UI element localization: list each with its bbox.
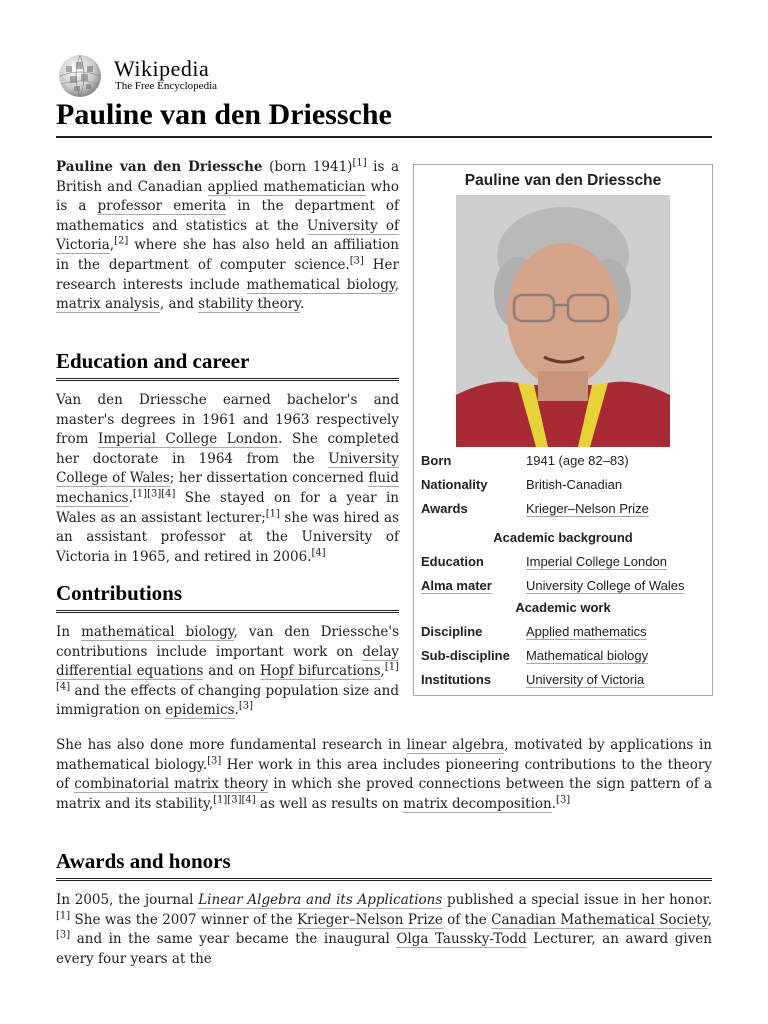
- text: and in the same year became the inaugural: [70, 931, 397, 948]
- subject-name: Pauline van den Driessche: [56, 159, 263, 175]
- ref-link[interactable]: [1]: [56, 910, 71, 922]
- reference[interactable]: [352, 158, 366, 169]
- text: ,: [394, 276, 399, 293]
- ref-link[interactable]: [1][4]: [56, 661, 399, 693]
- infobox-row-education: [421, 554, 709, 574]
- text: as well as results on: [255, 795, 404, 812]
- text: Lecturer, an award given every four years at the: [56, 931, 712, 967]
- infobox-section-academic-work: Academic work: [515, 600, 611, 615]
- reference[interactable]: [114, 236, 128, 247]
- text: Van den Driessche earned bachelor's and master's degrees in 1961 and 1963 respectively from: [56, 392, 399, 448]
- link-mathematical-biology[interactable]: mathematical biology: [81, 624, 234, 640]
- heading-awards-and-honors: Awards and honors: [56, 848, 712, 881]
- text: she was hired as an assistant professor at the University of Victoria in 1965, and retired in 2006.: [56, 509, 399, 565]
- link-krieger-nelson-prize[interactable]: Krieger–Nelson Prize: [296, 911, 443, 928]
- text: ,: [109, 237, 115, 254]
- infobox-row-born: [421, 453, 709, 473]
- infobox-value: 1941 (age 82–83): [526, 453, 629, 468]
- text: in the department of mathematics and statistics at the: [56, 198, 399, 234]
- infobox-row-nationality: [421, 477, 709, 497]
- contributions-paragraph-2: [56, 736, 712, 814]
- infobox-link-university-college-of-wales[interactable]: University College of Wales: [526, 578, 685, 593]
- text: and the effects of changing population size and immigration on: [56, 682, 399, 719]
- infobox-row-institutions: [421, 672, 709, 692]
- link-olga-taussky-todd[interactable]: Olga Taussky-Todd: [396, 931, 527, 948]
- link-mathematical-biology[interactable]: mathematical biology: [246, 276, 395, 293]
- ref-link[interactable]: [3]: [238, 700, 254, 712]
- ref-link[interactable]: [1][3][4]: [132, 488, 176, 500]
- reference[interactable]: [350, 255, 364, 266]
- reference[interactable]: [556, 794, 570, 805]
- infobox-label: Institutions: [421, 672, 492, 687]
- infobox-label: Discipline: [421, 624, 483, 639]
- infobox-link-university-of-victoria[interactable]: University of Victoria: [526, 672, 645, 687]
- text: where she has also held an affiliation in the department of computer science.: [56, 237, 399, 273]
- text: ,: [707, 911, 712, 928]
- text: Her work in this area includes pioneering contributions to the theory of: [56, 756, 712, 793]
- awards-paragraph: [56, 891, 712, 969]
- infobox-section-academic-background: Academic background: [493, 530, 633, 545]
- link-university-college-of-wales[interactable]: University College of Wales: [56, 450, 399, 487]
- wikipedia-logo[interactable]: [56, 54, 256, 98]
- link-matrix-decomposition[interactable]: matrix decomposition: [403, 795, 552, 812]
- portrait-photo[interactable]: [456, 195, 670, 447]
- text: .: [234, 702, 239, 719]
- infobox-label: Sub-discipline: [421, 648, 510, 663]
- infobox-row-alma-mater: [421, 578, 709, 598]
- text: who is a: [56, 178, 399, 215]
- text: published a special issue in her honor.: [442, 892, 712, 908]
- link-epidemics[interactable]: epidemics: [165, 702, 235, 719]
- text: Her research interests include: [56, 256, 399, 293]
- heading-contributions: Contributions: [56, 580, 399, 613]
- text: ,: [380, 663, 385, 680]
- text: of the: [442, 911, 492, 928]
- ref-link[interactable]: [3]: [349, 255, 364, 267]
- infobox: [413, 164, 713, 696]
- text: is a British and Canadian: [56, 159, 400, 195]
- reference[interactable]: [207, 755, 221, 766]
- ref-link[interactable]: [3]: [207, 755, 222, 767]
- text: She was the 2007 winner of the: [70, 911, 297, 928]
- infobox-row-sub-discipline: [421, 648, 709, 668]
- infobox-link-krieger-nelson-prize[interactable]: Krieger–Nelson Prize: [526, 501, 649, 516]
- text: She stayed on for a year in Wales as an assistant lecturer;: [56, 489, 399, 526]
- reference[interactable]: [133, 488, 176, 499]
- text: .: [300, 296, 305, 313]
- infobox-label: Awards: [421, 501, 468, 516]
- infobox-value: British-Canadian: [526, 477, 623, 492]
- reference[interactable]: [312, 547, 326, 558]
- link-linear-algebra-and-its-applications[interactable]: Linear Algebra and its Applications: [198, 892, 443, 908]
- link-stability-theory[interactable]: stability theory: [198, 296, 301, 313]
- link-applied-mathematician[interactable]: applied mathematician: [207, 178, 366, 195]
- infobox-title: Pauline van den Driessche: [464, 172, 662, 189]
- reference[interactable]: [213, 794, 256, 805]
- text: . She completed her doctorate in 1964 from the: [56, 431, 399, 467]
- text: , and: [159, 296, 199, 313]
- ref-link[interactable]: [3]: [56, 929, 71, 941]
- ref-link[interactable]: [1][3][4]: [213, 794, 256, 806]
- link-professor-emerita[interactable]: professor emerita: [97, 198, 227, 215]
- text: in which she proved connections between the sign pattern of a matrix and its stability,: [56, 776, 712, 812]
- ref-link[interactable]: [4]: [311, 547, 326, 559]
- ref-link[interactable]: [3]: [556, 794, 571, 806]
- text: ; her dissertation concerned: [169, 470, 369, 487]
- education-paragraph: [56, 391, 399, 567]
- link-canadian-mathematical-society[interactable]: Canadian Mathematical Society: [491, 911, 708, 928]
- link-linear-algebra[interactable]: linear algebra: [406, 737, 505, 753]
- link-delay-differential-equations[interactable]: delay differential equations: [56, 643, 399, 680]
- wikipedia-tagline: The Free Encyclopedia: [115, 80, 218, 92]
- text: .: [551, 795, 557, 812]
- ref-link[interactable]: [1]: [265, 508, 280, 520]
- text: In 2005, the journal: [56, 892, 199, 908]
- text: In: [56, 624, 82, 640]
- infobox-label: Born: [421, 453, 452, 468]
- text: , van den Driessche's contributions include important work on: [56, 624, 399, 660]
- ref-link[interactable]: [2]: [114, 235, 129, 247]
- text: She has also done more fundamental research in: [56, 737, 407, 753]
- infobox-row-discipline: [421, 624, 709, 644]
- infobox-link-alma-mater[interactable]: Alma mater: [421, 578, 492, 593]
- reference[interactable]: [56, 930, 70, 941]
- text: .: [128, 489, 133, 506]
- text: , motivated by applications in mathematical biology.: [56, 737, 712, 773]
- link-combinatorial-matrix-theory[interactable]: combinatorial matrix theory: [74, 776, 269, 793]
- wikipedia-wordmark: Wikipedia: [114, 56, 210, 81]
- text: and on: [203, 663, 260, 680]
- link-fluid-mechanics[interactable]: fluid mechanics: [56, 470, 400, 506]
- heading-education-and-career: Education and career: [56, 348, 399, 381]
- intro-paragraph: [56, 158, 399, 315]
- page-title: Pauline van den Driessche: [56, 96, 712, 138]
- text: (born 1941): [262, 159, 353, 175]
- contributions-paragraph-1: [56, 623, 399, 721]
- infobox-row-awards: [421, 501, 709, 521]
- reference[interactable]: [239, 701, 253, 712]
- ref-link[interactable]: [1]: [352, 157, 367, 169]
- infobox-link-mathematical-biology[interactable]: Mathematical biology: [526, 648, 649, 663]
- wikipedia-globe-icon: [56, 54, 104, 98]
- link-hopf-bifurcations[interactable]: Hopf bifurcations: [259, 663, 381, 680]
- reference[interactable]: [56, 910, 70, 921]
- infobox-link-imperial-college-london[interactable]: Imperial College London: [526, 554, 667, 569]
- infobox-label: Nationality: [421, 477, 488, 492]
- link-matrix-analysis[interactable]: matrix analysis: [56, 296, 160, 313]
- infobox-link-applied-mathematics[interactable]: Applied mathematics: [526, 624, 647, 639]
- reference[interactable]: [266, 508, 280, 519]
- link-university-of-victoria[interactable]: University of Victoria: [56, 217, 399, 254]
- infobox-label: Education: [421, 554, 484, 569]
- link-imperial-college-london[interactable]: Imperial College London: [97, 431, 279, 448]
